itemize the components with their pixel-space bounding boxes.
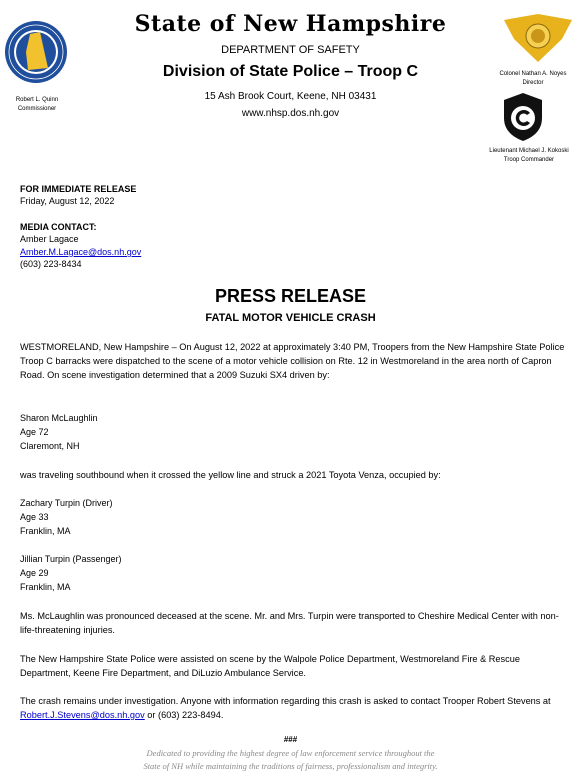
occupant2-name: Jillian Turpin (Passenger) <box>20 554 122 564</box>
media-contact-phone: (603) 223-8434 <box>20 259 82 269</box>
driver1-name: Sharon McLaughlin <box>20 413 98 423</box>
lieutenant-block <box>478 147 580 165</box>
end-mark: ### <box>283 735 298 744</box>
division-name: Division of State Police – Troop C <box>162 63 419 80</box>
commissioner-name: Robert L. Quinn <box>15 97 59 103</box>
occupant2-age: Age 29 <box>20 568 49 578</box>
occupant1-name: Zachary Turpin (Driver) <box>20 498 113 508</box>
occupant2-town: Franklin, MA <box>20 582 71 592</box>
driver1-age: Age 72 <box>20 427 49 437</box>
department-name: DEPARTMENT OF SAFETY <box>221 44 360 56</box>
release-date: Friday, August 12, 2022 <box>20 196 115 206</box>
trooper-email-link[interactable]: Robert.J.Stevens@dos.nh.gov <box>20 710 145 720</box>
intro-paragraph: WESTMORELAND, New Hampshire – On August 12, 2022 at approximately 3:40 PM, Troopers from the New Hampshire State Police Troop C barracks were dispatched to the scene of a motor vehicle collision on Rte. 12 in Westmoreland in the area north of Capron Road. On scene investigation determined that a 2009 Suzuki SX4 driven by: <box>20 342 565 380</box>
colonel-block <box>486 70 580 88</box>
press-release-title: PRESS RELEASE <box>214 286 367 306</box>
lieutenant-title: Troop Commander <box>503 157 555 163</box>
media-contact-email-link[interactable]: Amber.M.Lagace@dos.nh.gov <box>20 247 142 257</box>
state-title: State of New Hampshire <box>134 11 447 37</box>
media-contact-label: MEDIA CONTACT: <box>20 222 97 232</box>
media-contact-name: Amber Lagace <box>20 234 79 244</box>
footer-line-2: State of NH while maintaining the traditions of fairness, professionalism and integrity. <box>143 761 438 771</box>
press-release-subtitle: FATAL MOTOR VEHICLE CRASH <box>205 312 376 324</box>
release-label: FOR IMMEDIATE RELEASE <box>20 184 137 194</box>
closing-paragraph <box>20 694 565 722</box>
occupant1-town: Franklin, MA <box>20 526 71 536</box>
state-police-badge-icon <box>502 14 574 64</box>
footer-line-1: Dedicated to providing the highest degree of law enforcement service throughout the <box>146 748 435 758</box>
occupant1-age: Age 33 <box>20 512 49 522</box>
closing-text: The crash remains under investigation. Anyone with information regarding this crash is asked to contact Trooper Robert Stevens at <box>20 696 551 706</box>
colonel-name: Colonel Nathan A. Noyes <box>499 71 567 77</box>
middle-paragraph: was traveling southbound when it crossed the yellow line and struck a 2021 Toyota Venza, occupied by: <box>20 470 441 480</box>
commissioner-title: Commissioner <box>17 106 57 112</box>
colonel-title: Director <box>522 80 544 86</box>
website[interactable]: www.nhsp.dos.nh.gov <box>241 108 340 119</box>
footer-motto <box>0 747 581 773</box>
closing-phone-text: or (603) 223-8494. <box>144 710 224 720</box>
address: 15 Ash Brook Court, Keene, NH 03431 <box>204 91 377 102</box>
outcome-paragraph: Ms. McLaughlin was pronounced deceased at the scene. Mr. and Mrs. Turpin were transported to Cheshire Medical Center with non-life-threatening injuries. <box>20 611 559 635</box>
lieutenant-name: Lieutenant Michael J. Kokoski <box>489 148 569 154</box>
assist-paragraph: The New Hampshire State Police were assisted on scene by the Walpole Police Department, Westmoreland Fire & Rescue Department, Keene Fire Department, and DiLuzio Ambulance Service. <box>20 654 520 678</box>
driver1-town: Claremont, NH <box>20 441 80 451</box>
state-police-shield-icon <box>502 92 544 142</box>
